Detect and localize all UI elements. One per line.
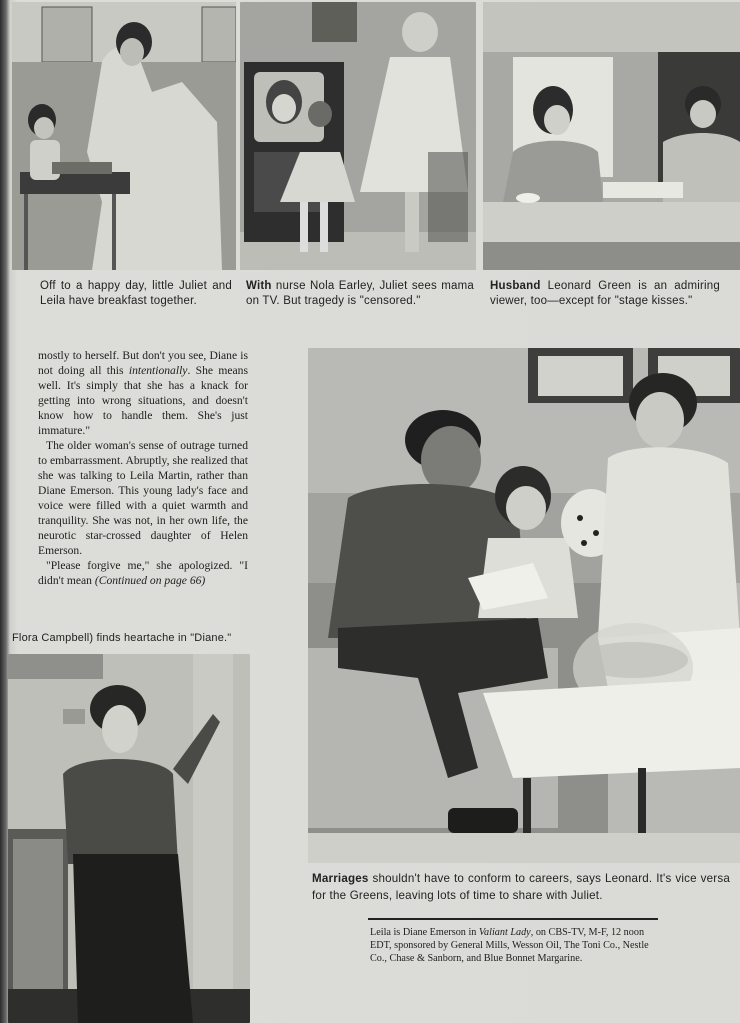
caption-lead: With — [246, 280, 272, 292]
caption-breakfast — [40, 279, 232, 309]
caption-heartache: Flora Campbell) finds heartache in "Diane." — [12, 632, 232, 644]
caption-text: shouldn't have to conform to careers, says Leonard. It's vice versa for the Greens, leaving lots of time to share with Juliet. — [312, 872, 730, 902]
show-credit: Leila is Diane Emerson in Valiant Lady, on CBS-TV, M-F, 12 noon EDT, sponsored by General Mills, Wesson Oil, The Toni Co., Nestle Co., Chase & Sanborn, and Blue Bonnet Margarine. — [370, 927, 649, 964]
article-paragraph: mostly to herself. But don't you see, Diane is not doing all this intentionally. She means well. It's simply that she has a knack for getting into wrong situations, and doesn't know how to handle them. She's just immature." — [38, 349, 248, 437]
caption-husband — [490, 279, 720, 309]
photo-fireplace — [8, 654, 250, 1023]
article-paragraph: The older woman's sense of outrage turned to embarrassment. Abruptly, she realized that she was talking to Leila Martin, rather than Diane Emerson. This young lady's face and voice were filled with a quiet warmth and tranquility. She was not, in her own life, the neurotic star-crossed daughter of Helen Emerson. — [38, 439, 248, 557]
photo-tv — [240, 2, 476, 270]
photo-husband — [483, 2, 740, 270]
article-body — [38, 348, 248, 588]
photo-family — [308, 348, 740, 863]
caption-text: Off to a happy day, little Juliet and Leila have breakfast together. — [40, 280, 232, 307]
caption-text: nurse Nola Earley, Juliet sees mama on TV. But tragedy is "censored." — [246, 280, 474, 307]
show-title: Valiant Lady — [478, 927, 531, 938]
caption-lead: Husband — [490, 280, 541, 292]
article-paragraph: "Please forgive me," she apologized. "I didn't mean (Continued on page 66) — [38, 559, 248, 587]
caption-tv — [246, 279, 474, 309]
caption-lead: Marriages — [312, 872, 369, 885]
caption-text: Leonard Green is an admiring viewer, too—except for "stage kisses." — [490, 280, 720, 307]
caption-marriages — [312, 870, 730, 904]
credit-rule — [368, 918, 658, 920]
photo-breakfast — [12, 2, 236, 270]
